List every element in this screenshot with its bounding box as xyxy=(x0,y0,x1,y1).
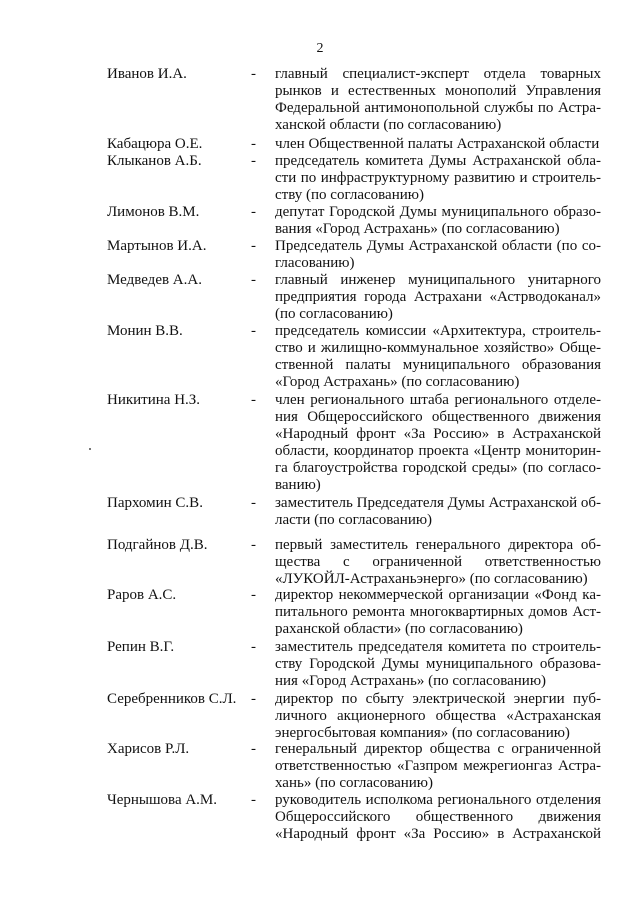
dash-separator: - xyxy=(251,238,256,254)
member-name: Кабацюра О.Е. xyxy=(107,136,203,152)
member-name: Репин В.Г. xyxy=(107,639,175,655)
member-name: Иванов И.А. xyxy=(107,66,187,82)
member-position xyxy=(275,323,601,391)
position-line: хань» (по согласованию) xyxy=(275,775,433,791)
dash-separator: - xyxy=(251,272,256,288)
member-position xyxy=(275,204,601,238)
member-position xyxy=(275,66,601,134)
position-line: га благоустройства городской среды» (по согласо- xyxy=(275,460,601,476)
member-position xyxy=(275,587,601,638)
position-line: ханской области (по согласованию) xyxy=(275,117,502,133)
dash-separator: - xyxy=(251,741,256,757)
member-position xyxy=(275,136,601,153)
position-line: личного акционерного общества «Астраханская xyxy=(275,708,601,724)
position-line: ответственностью «Газпром межрегионгаз Астра- xyxy=(275,758,601,774)
position-line: питального ремонта многоквартирных домов Аст- xyxy=(275,604,601,620)
member-position xyxy=(275,238,601,272)
member-name: Подгайнов Д.В. xyxy=(107,537,208,553)
position-line: гласованию) xyxy=(275,255,355,271)
position-line: Председатель Думы Астраханской области (по со- xyxy=(275,238,601,254)
position-line: ственной палаты муниципального образования xyxy=(275,357,601,373)
position-line: председатель комиссии «Архитектура, строитель- xyxy=(275,323,601,339)
position-line: заместитель Председателя Думы Астраханской об- xyxy=(275,495,602,511)
position-line: руководитель исполкома регионального отделения xyxy=(275,792,601,808)
member-name: Никитина Н.З. xyxy=(107,392,201,408)
member-position xyxy=(275,691,601,742)
member-name: Харисов Р.Л. xyxy=(107,741,190,757)
member-position xyxy=(275,792,601,843)
dash-separator: - xyxy=(251,136,256,152)
page-number: 2 xyxy=(316,41,324,56)
position-line: вания «Город Астрахань» (по согласованию) xyxy=(275,221,560,237)
position-line: первый заместитель генерального директора об- xyxy=(275,537,601,553)
dash-separator: - xyxy=(251,66,256,82)
position-line: энергосбытовая компания» (по согласованию) xyxy=(275,725,570,741)
position-line: «Город Астрахань» (по согласованию) xyxy=(275,374,520,390)
position-line: «ЛУКОЙЛ-Астраханьэнерго» (по согласованию) xyxy=(275,571,588,587)
position-line: ванию) xyxy=(275,477,321,493)
position-line: член регионального штаба регионального отделе- xyxy=(275,392,601,408)
dash-separator: - xyxy=(251,323,256,339)
position-line: раханской области» (по согласованию) xyxy=(275,621,523,637)
member-position xyxy=(275,392,601,494)
dash-separator: - xyxy=(251,639,256,655)
member-name: Медведев А.А. xyxy=(107,272,202,288)
position-line: директор некоммерческой организации «Фонд ка- xyxy=(275,587,601,603)
position-line: «Народный фронт «За Россию» в Астраханской xyxy=(275,826,601,842)
member-position xyxy=(275,495,601,529)
position-line: главный специалист-эксперт отдела товарных xyxy=(275,66,601,82)
position-line: член Общественной палаты Астраханской области xyxy=(275,136,600,152)
dash-separator: - xyxy=(251,392,256,408)
dash-separator: - xyxy=(251,792,256,808)
position-line: депутат Городской Думы муниципального образо- xyxy=(275,204,601,220)
position-line: ния «Город Астрахань» (по согласованию) xyxy=(275,673,547,689)
position-line: заместитель председателя комитета по строитель- xyxy=(275,639,601,655)
member-position xyxy=(275,741,601,792)
member-position xyxy=(275,537,601,588)
scan-speck xyxy=(89,448,91,450)
member-position xyxy=(275,639,601,690)
position-line: области, координатор проекта «Центр мониторин- xyxy=(275,443,601,459)
member-position xyxy=(275,153,601,204)
position-line: Федеральной антимонопольной службы по Астра- xyxy=(275,100,601,116)
position-line: генеральный директор общества с ограниченной xyxy=(275,741,601,757)
member-name: Клыканов А.Б. xyxy=(107,153,202,169)
member-name: Чернышова А.М. xyxy=(107,792,218,808)
position-line: главный инженер муниципального унитарного xyxy=(275,272,601,288)
position-line: Общероссийского общественного движения xyxy=(275,809,601,825)
member-name: Раров А.С. xyxy=(107,587,177,603)
member-name: Мартынов И.А. xyxy=(107,238,207,254)
member-position xyxy=(275,272,601,323)
position-line: ству Городской Думы муниципального образова- xyxy=(275,656,601,672)
position-line: ству (по согласованию) xyxy=(275,187,424,203)
position-line: ласти (по согласованию) xyxy=(275,512,433,528)
position-line: предприятия города Астрахани «Астрводоканал» xyxy=(275,289,601,305)
position-line: председатель комитета Думы Астраханской обла- xyxy=(275,153,601,169)
position-line: «Народный фронт «За Россию» в Астраханской xyxy=(275,426,601,442)
dash-separator: - xyxy=(251,537,256,553)
dash-separator: - xyxy=(251,691,256,707)
member-name: Серебренников С.Л. xyxy=(107,691,237,707)
member-name: Пархомин С.В. xyxy=(107,495,203,511)
position-line: щества с ограниченной ответственностью xyxy=(275,554,601,570)
dash-separator: - xyxy=(251,587,256,603)
position-line: сти по инфраструктурному развитию и строитель- xyxy=(275,170,601,186)
dash-separator: - xyxy=(251,153,256,169)
position-line: рынков и естественных монополий Управления xyxy=(275,83,601,99)
member-name: Лимонов В.М. xyxy=(107,204,200,220)
position-line: ство и жилищно-коммунальное хозяйство» Обще- xyxy=(275,340,601,356)
position-line: (по согласованию) xyxy=(275,306,393,322)
dash-separator: - xyxy=(251,204,256,220)
position-line: ния Общероссийского общественного движения xyxy=(275,409,601,425)
position-line: директор по сбыту электрической энергии пуб- xyxy=(275,691,601,707)
dash-separator: - xyxy=(251,495,256,511)
member-name: Монин В.В. xyxy=(107,323,183,339)
